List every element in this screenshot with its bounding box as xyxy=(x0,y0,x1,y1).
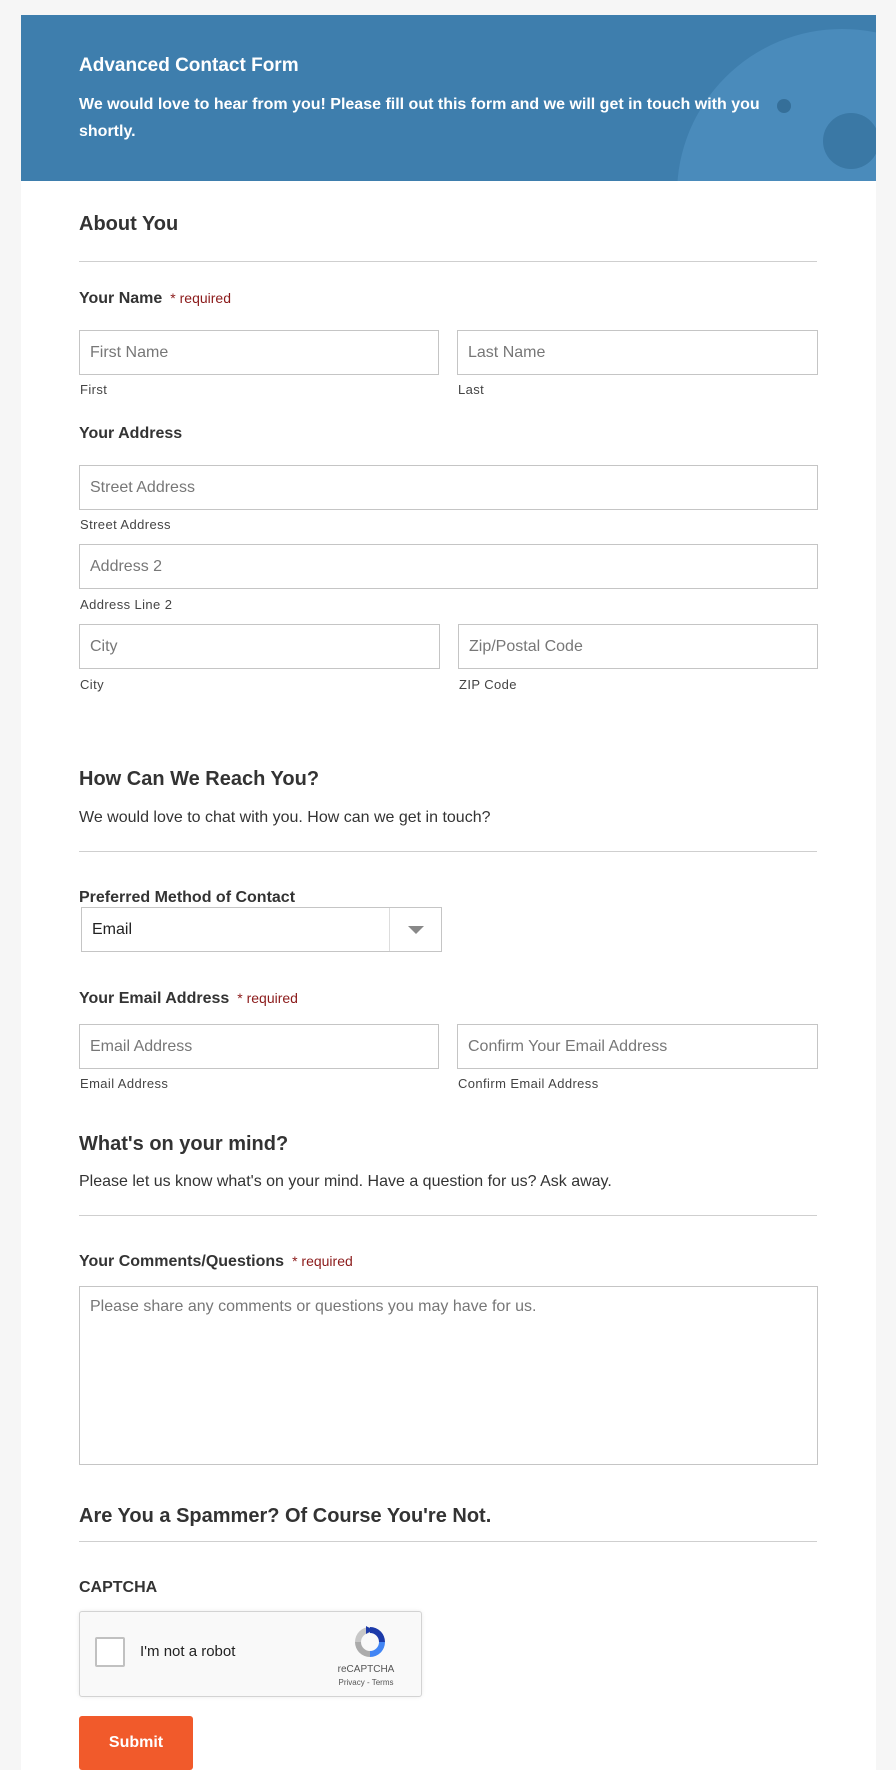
section-divider xyxy=(79,1215,817,1216)
required-marker: * required xyxy=(292,1253,353,1269)
section-divider xyxy=(79,851,817,852)
required-marker: * required xyxy=(237,990,298,1006)
last-name-sublabel: Last xyxy=(458,382,485,397)
street-address-sublabel: Street Address xyxy=(80,517,171,532)
first-name-input[interactable]: First Name xyxy=(79,330,439,375)
section-divider xyxy=(79,1541,817,1542)
email-sublabel: Email Address xyxy=(80,1076,169,1091)
contact-method-label: Preferred Method of Contact xyxy=(79,889,296,906)
section-divider xyxy=(79,261,817,262)
contact-method-value: Email xyxy=(92,920,133,938)
section-title-about: About You xyxy=(79,213,179,235)
last-name-input[interactable]: Last Name xyxy=(457,330,818,375)
section-title-mind: What's on your mind? xyxy=(79,1133,289,1155)
form-subtitle: We would love to hear from you! Please fill out this form and we will get in touch with you shortly. xyxy=(79,96,760,140)
recaptcha-links[interactable]: Privacy - Terms xyxy=(338,1678,394,1687)
name-label-text: Your Name xyxy=(79,290,163,307)
recaptcha-widget xyxy=(79,1611,422,1697)
confirm-email-sublabel: Confirm Email Address xyxy=(458,1076,599,1091)
zip-code-sublabel: ZIP Code xyxy=(459,677,517,692)
zip-code-input[interactable]: Zip/Postal Code xyxy=(458,624,818,669)
confirm-email-input[interactable]: Confirm Your Email Address xyxy=(457,1024,818,1069)
comments-textarea[interactable]: Please share any comments or questions you may have for us. xyxy=(79,1286,818,1465)
name-label xyxy=(79,290,231,308)
required-marker: * required xyxy=(170,290,231,306)
recaptcha-checkbox[interactable] xyxy=(95,1637,125,1667)
contact-method-select[interactable] xyxy=(81,907,442,952)
address-label: Your Address xyxy=(79,425,183,442)
email-label xyxy=(79,990,298,1008)
section-description-mind: Please let us know what's on your mind. Have a question for us? Ask away. xyxy=(79,1173,612,1190)
address-line2-input[interactable]: Address 2 xyxy=(79,544,818,589)
city-sublabel: City xyxy=(80,677,104,692)
recaptcha-name: reCAPTCHA xyxy=(337,1664,395,1675)
section-title-reach: How Can We Reach You? xyxy=(79,768,320,790)
comments-label-text: Your Comments/Questions xyxy=(79,1253,285,1270)
city-input[interactable]: City xyxy=(79,624,440,669)
captcha-label: CAPTCHA xyxy=(79,1579,158,1596)
section-title-spam: Are You a Spammer? Of Course You're Not. xyxy=(79,1505,492,1527)
submit-button[interactable]: Submit xyxy=(79,1716,193,1770)
first-name-sublabel: First xyxy=(80,382,108,397)
comments-label xyxy=(79,1253,353,1271)
address-line2-sublabel: Address Line 2 xyxy=(80,597,173,612)
header-decoration-dot xyxy=(823,113,876,169)
recaptcha-robot-text: I'm not a robot xyxy=(140,1643,236,1660)
street-address-input[interactable]: Street Address xyxy=(79,465,818,510)
form-header xyxy=(21,15,876,181)
email-label-text: Your Email Address xyxy=(79,990,230,1007)
form-title: Advanced Contact Form xyxy=(79,55,299,76)
chevron-down-icon xyxy=(408,926,424,934)
form-card xyxy=(21,15,876,1770)
section-description-reach: We would love to chat with you. How can we get in touch? xyxy=(79,809,491,826)
recaptcha-icon xyxy=(352,1624,388,1660)
email-input[interactable]: Email Address xyxy=(79,1024,439,1069)
dropdown-toggle[interactable] xyxy=(389,908,441,951)
